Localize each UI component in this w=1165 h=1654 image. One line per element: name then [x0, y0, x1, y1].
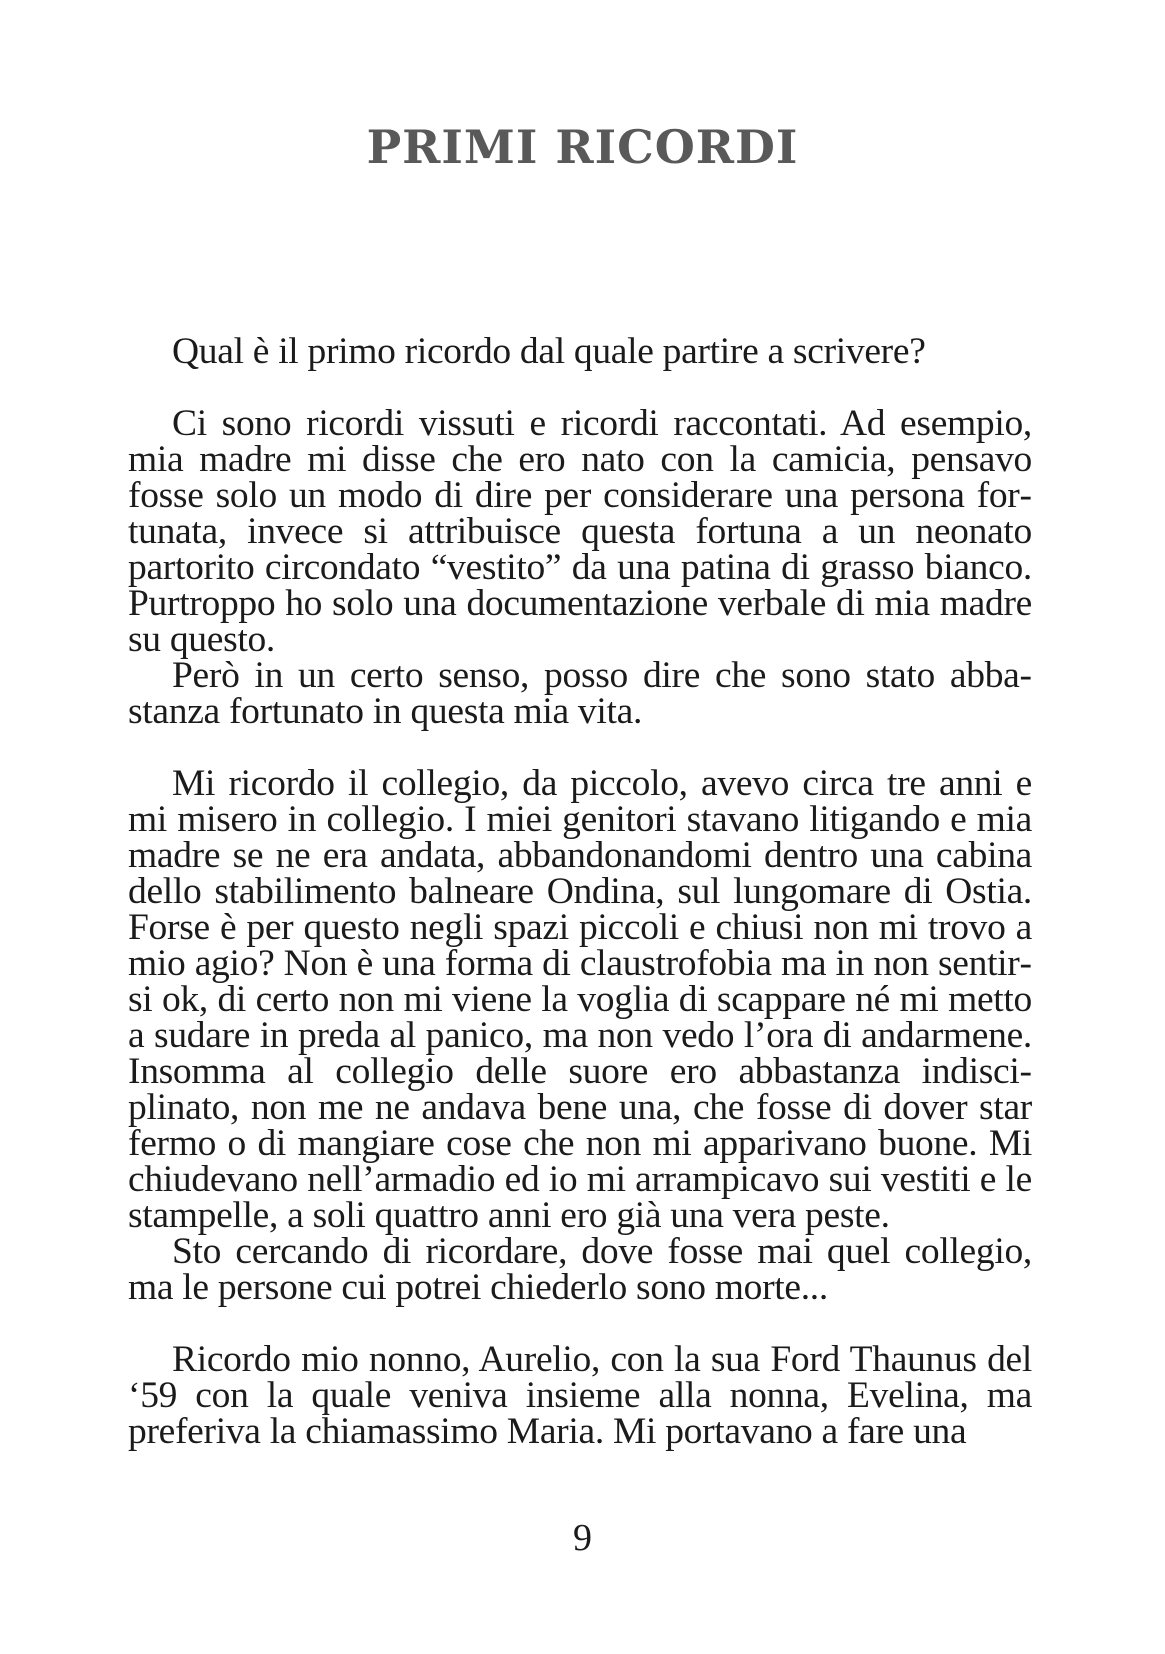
paragraph: Mi ricordo il collegio, da piccolo, avevo circa tre anni e mi misero in collegio. I miei genitori stavano litigando e mia madre se ne era andata, abbandonandomi dentro una cabina dello stabilimento balneare Ondina, sul lungomare di Ostia. Forse è per questo negli spazi piccoli e chiusi non mi trovo a mio agio? Non è una forma di claustrofobia ma in non sentirsi ok, di certo non mi viene la voglia di scappare né mi metto a sudare in preda al panico, ma non vedo l’ora di andarmene. Insomma al collegio delle suore ero abbastanza indisciplinato, non me ne andava bene una, che fosse di dover star fermo o di mangiare cose che non mi apparivano buone. Mi chiudevano nell’armadio ed io mi arrampicavo sui vestiti e le stampelle, a soli quattro anni ero già una vera peste. — [128, 763, 1032, 1236]
page-number: 9 — [573, 1517, 592, 1559]
chapter-title: PRIMI RICORDI — [366, 120, 799, 174]
paragraph: Però in un certo senso, posso dire che sono stato abbastanza fortunato in questa mia vita. — [128, 655, 1032, 732]
paragraph: Ricordo mio nonno, Aurelio, con la sua Ford Thaunus del ‘59 con la quale veniva insieme alla nonna, Evelina, ma preferiva la chiamassimo Maria. Mi portavano a fare una — [128, 1339, 1032, 1452]
paragraph: Qual è il primo ricordo dal quale partire a scrivere? — [172, 331, 926, 372]
body-text — [128, 331, 1032, 1452]
paragraph: Ci sono ricordi vissuti e ricordi raccontati. Ad esempio, mia madre mi disse che ero nato con la camicia, pensavo fosse solo un modo di dire per considerare una persona fortunata, invece si attribuisce questa fortuna a un neonato partorito circondato “vestito” da una patina di grasso bianco. Purtroppo ho solo una documentazione verbale di mia madre su questo. — [128, 403, 1032, 660]
paragraph: Sto cercando di ricordare, dove fosse mai quel collegio, ma le persone cui potrei chiederlo sono morte... — [128, 1231, 1032, 1308]
